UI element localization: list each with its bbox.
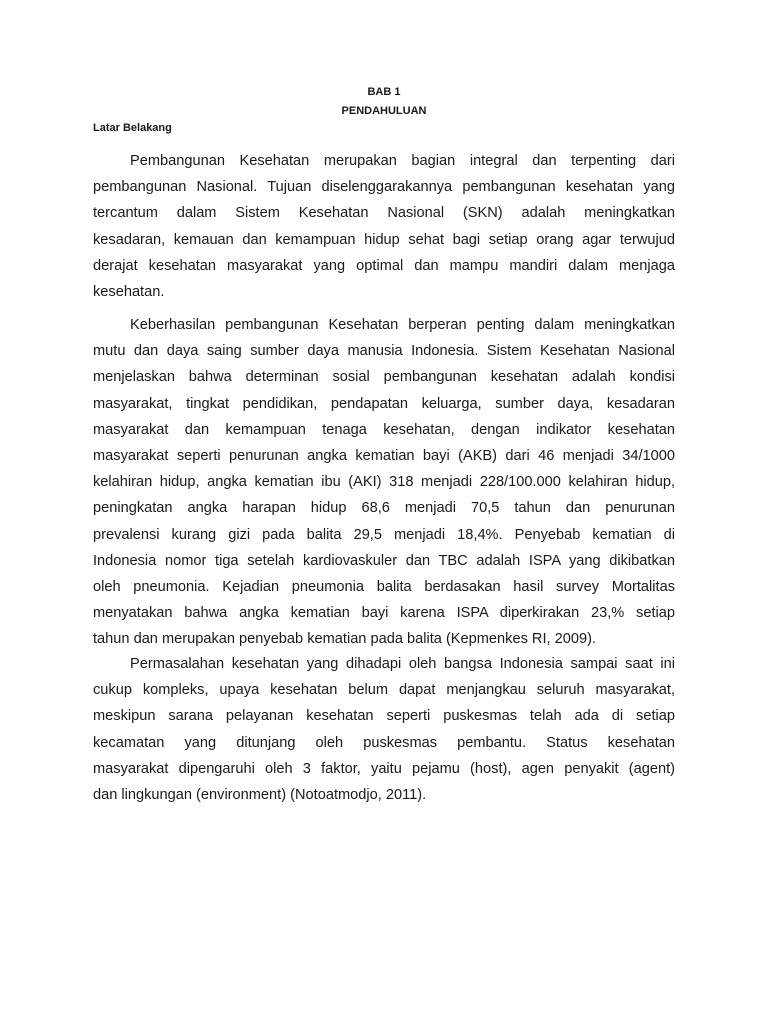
paragraph-line: menyatakan bahwa angka kematian bayi karena ISPA diperkirakan 23,% setiap — [93, 605, 675, 622]
paragraph-line: kelahiran hidup, angka kematian ibu (AKI) 318 menjadi 228/100.000 kelahiran hidup, — [93, 474, 675, 491]
paragraph-line: masyarakat seperti penurunan angka kematian bayi (AKB) dari 46 menjadi 34/1000 — [93, 447, 675, 464]
paragraph-line: Keberhasilan pembangunan Kesehatan berperan penting dalam meningkatkan — [130, 317, 675, 333]
section-heading: Latar Belakang — [93, 122, 172, 134]
paragraph-line: kecamatan yang ditunjang oleh puskesmas pembantu. Status kesehatan — [93, 734, 675, 751]
paragraph-line: Permasalahan kesehatan yang dihadapi oleh bangsa Indonesia sampai saat ini — [130, 656, 675, 672]
paragraph-line: derajat kesehatan masyarakat yang optimal dan mampu mandiri dalam menjaga — [93, 257, 675, 274]
paragraph-line: cukup kompleks, upaya kesehatan belum dapat menjangkau seluruh masyarakat, — [93, 682, 675, 699]
paragraph-3 — [93, 651, 675, 808]
paragraph-2 — [93, 312, 675, 652]
chapter-title: PENDAHULUAN — [341, 105, 427, 117]
paragraph-line: mutu dan daya saing sumber daya manusia Indonesia. Sistem Kesehatan Nasional — [93, 343, 675, 360]
paragraph-line: Indonesia nomor tiga setelah kardiovaskuler dan TBC adalah ISPA yang dikibatkan — [93, 552, 675, 569]
paragraph-line: prevalensi kurang gizi pada balita 29,5 menjadi 18,4%. Penyebab kematian di — [93, 526, 675, 543]
paragraph-line: masyarakat, tingkat pendidikan, pendapatan keluarga, sumber daya, kesadaran — [93, 395, 675, 412]
paragraph-line: peningkatan angka harapan hidup 68,6 menjadi 70,5 tahun dan penurunan — [93, 500, 675, 517]
chapter-number: BAB 1 — [367, 86, 401, 98]
paragraph-line: masyarakat dipengaruhi oleh 3 faktor, yaitu pejamu (host), agen penyakit (agent) — [93, 760, 675, 777]
paragraph-line: masyarakat dan kemampuan tenaga kesehatan, dengan indikator kesehatan — [93, 421, 675, 438]
paragraph-line: meskipun sarana pelayanan kesehatan seperti puskesmas telah ada di setiap — [93, 708, 675, 725]
paragraph-line: kesehatan. — [93, 283, 165, 300]
paragraph-line: tercantum dalam Sistem Kesehatan Nasional (SKN) adalah meningkatkan — [93, 205, 675, 222]
paragraph-line: oleh pneumonia. Kejadian pneumonia balita berdasakan hasil survey Mortalitas — [93, 578, 675, 595]
paragraph-line: menjelaskan bahwa determinan sosial pembangunan kesehatan adalah kondisi — [93, 369, 675, 386]
paragraph-line: dan lingkungan (environment) (Notoatmodjo, 2011). — [93, 786, 427, 803]
paragraph-line: Pembangunan Kesehatan merupakan bagian integral dan terpenting dari — [130, 153, 675, 169]
paragraph-1 — [93, 148, 675, 305]
paragraph-line: pembangunan Nasional. Tujuan diselenggarakannya pembangunan kesehatan yang — [93, 179, 675, 196]
paragraph-line: kesadaran, kemauan dan kemampuan hidup sehat bagi setiap orang agar terwujud — [93, 231, 675, 248]
paragraph-line: tahun dan merupakan penyebab kematian pada balita (Kepmenkes RI, 2009). — [93, 631, 597, 648]
